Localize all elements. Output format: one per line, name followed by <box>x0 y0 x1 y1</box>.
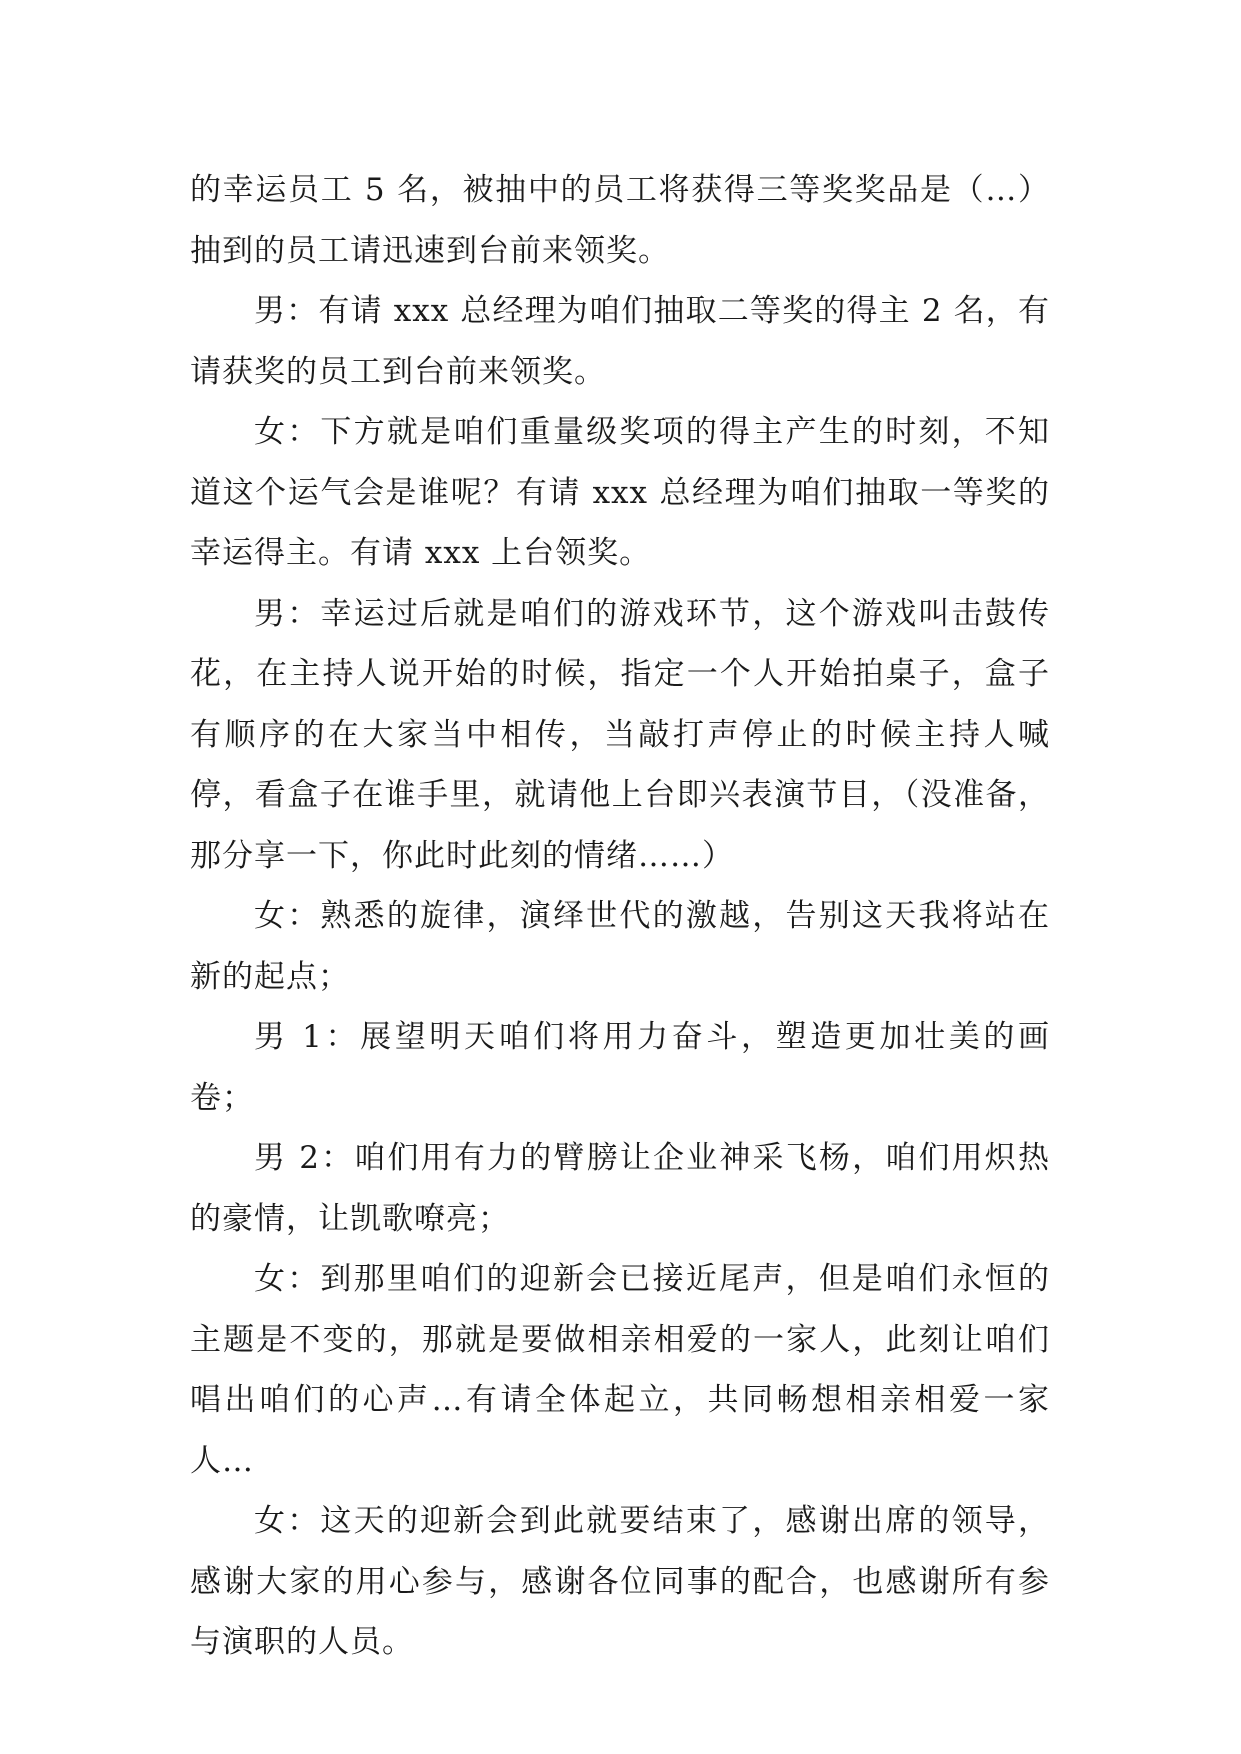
paragraph-game: 男：幸运过后就是咱们的游戏环节，这个游戏叫击鼓传花，在主持人说开始的时候，指定一个人开始拍桌子，盒子有顺序的在大家当中相传，当敲打声停止的时候主持人喊停，看盒子在谁手里，就请他上台即兴表演节目，（没准备，那分享一下，你此时此刻的情绪……） <box>190 595 1050 874</box>
paragraph-prize-second: 男：有请 xxx 总经理为咱们抽取二等奖的得主 2 名，有请获奖的员工到台前来领奖。 <box>190 293 1050 390</box>
paragraph-closing-male-1: 男 1：展望明天咱们将用力奋斗，塑造更加壮美的画卷； <box>190 1019 1050 1116</box>
paragraph-closing-male-2: 男 2：咱们用有力的臂膀让企业神采飞杨，咱们用炽热的豪情，让凯歌嘹亮； <box>190 1140 1050 1237</box>
paragraph-closing-female-1: 女：熟悉的旋律，演绎世代的激越，告别这天我将站在新的起点； <box>190 898 1050 995</box>
paragraph-prize-third: 的幸运员工 5 名，被抽中的员工将获得三等奖奖品是（…）抽到的员工请迅速到台前来领奖。 <box>190 172 1050 269</box>
paragraph-thanks: 女：这天的迎新会到此就要结束了，感谢出席的领导，感谢大家的用心参与，感谢各位同事的配合，也感谢所有参与演职的人员。 <box>190 1503 1050 1660</box>
document-body <box>190 160 1050 1673</box>
paragraph-prize-first: 女：下方就是咱们重量级奖项的得主产生的时刻，不知道这个运气会是谁呢？有请 xxx 总经理为咱们抽取一等奖的幸运得主。有请 xxx 上台领奖。 <box>190 414 1050 571</box>
paragraph-closing-female-2: 女：到那里咱们的迎新会已接近尾声，但是咱们永恒的主题是不变的，那就是要做相亲相爱的一家人，此刻让咱们唱出咱们的心声…有请全体起立，共同畅想相亲相爱一家人… <box>190 1261 1050 1479</box>
